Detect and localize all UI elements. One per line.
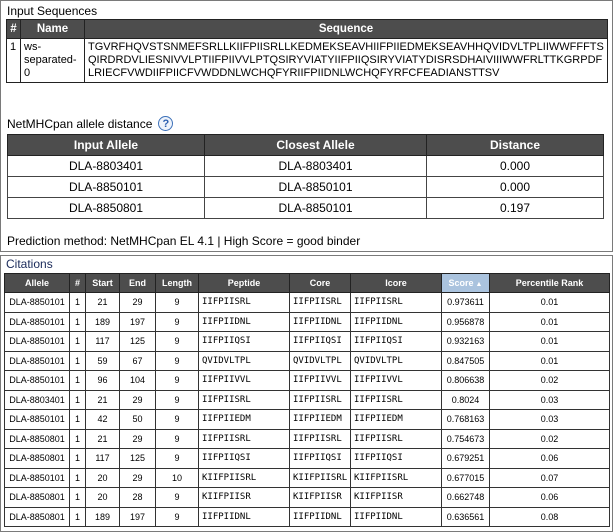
cell-percentile-rank: 0.07 xyxy=(490,468,610,488)
input-sequences-title: Input Sequences xyxy=(7,4,98,18)
cell-allele: DLA-8803401 xyxy=(5,390,70,410)
table-row xyxy=(5,410,610,430)
cell-score: 0.754673 xyxy=(442,429,490,449)
cell-num: 1 xyxy=(70,488,86,508)
column-header-start[interactable] xyxy=(86,274,120,293)
cell-percentile-rank: 0.03 xyxy=(490,410,610,430)
table-row xyxy=(5,488,610,508)
cell-core: IIFPIIDNL xyxy=(290,312,351,332)
cell-score: 0.973611 xyxy=(442,293,490,313)
dist-header-distance: Distance xyxy=(427,135,604,156)
cell-num: 1 xyxy=(70,390,86,410)
cell-allele: DLA-8850801 xyxy=(5,488,70,508)
cell-length: 9 xyxy=(156,390,199,410)
column-header-label: Percentile Rank xyxy=(515,278,584,288)
cell-icore: KIIFPIISRL xyxy=(351,468,442,488)
cell-peptide: IIFPIIDNL xyxy=(199,507,290,527)
cell-end: 29 xyxy=(120,390,156,410)
cell-score: 0.8024 xyxy=(442,390,490,410)
column-header-label: Core xyxy=(309,278,331,288)
cell-peptide: IIFPIISRL xyxy=(199,390,290,410)
cell-icore: IIFPIIQSI xyxy=(351,332,442,352)
cell-start: 117 xyxy=(86,449,120,469)
citations-title: Citations xyxy=(6,257,53,271)
column-header-allele[interactable] xyxy=(5,274,70,293)
citations-table xyxy=(4,273,610,527)
cell-end: 125 xyxy=(120,332,156,352)
cell-score: 0.679251 xyxy=(442,449,490,469)
cell-num: 1 xyxy=(70,429,86,449)
column-header-label: # xyxy=(74,278,80,288)
cell-end: 29 xyxy=(120,468,156,488)
cell-percentile-rank: 0.02 xyxy=(490,371,610,391)
allele-distance-title xyxy=(7,116,173,131)
cell-icore: IIFPIIQSI xyxy=(351,449,442,469)
cell-core: IIFPIISRL xyxy=(290,390,351,410)
seq-num: 1 xyxy=(7,39,21,83)
cell-allele: DLA-8850101 xyxy=(5,410,70,430)
table-row xyxy=(5,312,610,332)
cell-end: 28 xyxy=(120,488,156,508)
cell-peptide: KIIFPIISR xyxy=(199,488,290,508)
cell-score: 0.768163 xyxy=(442,410,490,430)
cell-percentile-rank: 0.01 xyxy=(490,312,610,332)
cell-icore: IIFPIISRL xyxy=(351,293,442,313)
dist-cell-closest: DLA-8850101 xyxy=(205,198,427,219)
cell-score: 0.847505 xyxy=(442,351,490,371)
cell-icore: IIFPIIDNL xyxy=(351,507,442,527)
cell-num: 1 xyxy=(70,332,86,352)
column-header-label: Score xyxy=(448,278,474,288)
cell-length: 9 xyxy=(156,351,199,371)
column-header-label: Icore xyxy=(385,278,407,288)
cell-allele: DLA-8850101 xyxy=(5,371,70,391)
cell-end: 67 xyxy=(120,351,156,371)
cell-length: 9 xyxy=(156,507,199,527)
cell-core: IIFPIIDNL xyxy=(290,507,351,527)
column-header-label: Allele xyxy=(24,278,49,288)
table-row xyxy=(8,177,604,198)
cell-end: 50 xyxy=(120,410,156,430)
column-header-core[interactable] xyxy=(290,274,351,293)
cell-num: 1 xyxy=(70,351,86,371)
table-row xyxy=(5,351,610,371)
column-header-label: End xyxy=(129,278,146,288)
dist-cell-distance: 0.000 xyxy=(427,156,604,177)
cell-start: 59 xyxy=(86,351,120,371)
cell-icore: IIFPIIVVL xyxy=(351,371,442,391)
input-panel xyxy=(0,0,613,252)
cell-start: 96 xyxy=(86,371,120,391)
column-header-peptide[interactable] xyxy=(199,274,290,293)
cell-length: 9 xyxy=(156,488,199,508)
cell-peptide: IIFPIIEDM xyxy=(199,410,290,430)
cell-start: 189 xyxy=(86,312,120,332)
cell-percentile-rank: 0.01 xyxy=(490,351,610,371)
cell-num: 1 xyxy=(70,371,86,391)
dist-header-input: Input Allele xyxy=(8,135,205,156)
cell-percentile-rank: 0.01 xyxy=(490,332,610,352)
cell-icore: IIFPIISRL xyxy=(351,390,442,410)
table-row xyxy=(5,507,610,527)
column-header-score[interactable] xyxy=(442,274,490,293)
column-header-label: Start xyxy=(92,278,113,288)
cell-num: 1 xyxy=(70,468,86,488)
column-header-icore[interactable] xyxy=(351,274,442,293)
cell-percentile-rank: 0.02 xyxy=(490,429,610,449)
table-row xyxy=(5,468,610,488)
cell-start: 20 xyxy=(86,468,120,488)
cell-core: IIFPIIEDM xyxy=(290,410,351,430)
table-row xyxy=(5,429,610,449)
cell-num: 1 xyxy=(70,410,86,430)
sequence-table xyxy=(6,19,608,83)
cell-allele: DLA-8850101 xyxy=(5,351,70,371)
cell-peptide: IIFPIISRL xyxy=(199,429,290,449)
cell-allele: DLA-8850801 xyxy=(5,507,70,527)
cell-core: QVIDVLTPL xyxy=(290,351,351,371)
cell-icore: KIIFPIISR xyxy=(351,488,442,508)
cell-core: IIFPIISRL xyxy=(290,429,351,449)
cell-allele: DLA-8850101 xyxy=(5,312,70,332)
cell-end: 197 xyxy=(120,312,156,332)
dist-cell-input: DLA-8850101 xyxy=(8,177,205,198)
cell-icore: QVIDVLTPL xyxy=(351,351,442,371)
allele-distance-label: NetMHCpan allele distance xyxy=(7,116,153,131)
seq-value: TGVRFHQVSTSNMEFSRLLKIIFPIISRLLKEDMEKSEAVHIIFPIIEDMEKSEAVHHQVIDVLTPLIIWWFFFTSQIRDRDVLIESNIVVLPTIIFPIIVVLPTQSIRYVIATYIIFPIIQSIRYVIATYDISRSDHAIVIIIWWFRLTTKGRPDFLRIECFVWDIIFPIICFVWDDNLWCHQFYRIIFPIIDNLWCHQFYRFCFEADIANSTTSV xyxy=(85,39,608,83)
cell-icore: IIFPIIDNL xyxy=(351,312,442,332)
dist-cell-input: DLA-8803401 xyxy=(8,156,205,177)
cell-allele: DLA-8850101 xyxy=(5,293,70,313)
cell-end: 29 xyxy=(120,429,156,449)
help-icon[interactable]: ? xyxy=(158,116,173,131)
table-row xyxy=(5,390,610,410)
cell-core: KIIFPIISRL xyxy=(290,468,351,488)
cell-num: 1 xyxy=(70,449,86,469)
cell-peptide: QVIDVLTPL xyxy=(199,351,290,371)
dist-cell-input: DLA-8850801 xyxy=(8,198,205,219)
cell-core: IIFPIIVVL xyxy=(290,371,351,391)
table-row xyxy=(5,449,610,469)
cell-percentile-rank: 0.06 xyxy=(490,488,610,508)
cell-score: 0.662748 xyxy=(442,488,490,508)
cell-num: 1 xyxy=(70,507,86,527)
cell-percentile-rank: 0.03 xyxy=(490,390,610,410)
cell-peptide: IIFPIIVVL xyxy=(199,371,290,391)
cell-end: 125 xyxy=(120,449,156,469)
cell-allele: DLA-8850101 xyxy=(5,468,70,488)
cell-peptide: IIFPIISRL xyxy=(199,293,290,313)
cell-length: 9 xyxy=(156,312,199,332)
cell-percentile-rank: 0.08 xyxy=(490,507,610,527)
cell-length: 9 xyxy=(156,410,199,430)
cell-start: 20 xyxy=(86,488,120,508)
cell-start: 21 xyxy=(86,390,120,410)
cell-start: 42 xyxy=(86,410,120,430)
cell-allele: DLA-8850101 xyxy=(5,332,70,352)
cell-start: 189 xyxy=(86,507,120,527)
column-header-label: Length xyxy=(162,278,192,288)
cell-length: 10 xyxy=(156,468,199,488)
cell-allele: DLA-8850801 xyxy=(5,449,70,469)
cell-percentile-rank: 0.06 xyxy=(490,449,610,469)
dist-cell-closest: DLA-8850101 xyxy=(205,177,427,198)
cell-end: 197 xyxy=(120,507,156,527)
column-header-num[interactable] xyxy=(70,274,86,293)
seq-name: ws-separated-0 xyxy=(21,39,85,83)
cell-length: 9 xyxy=(156,429,199,449)
cell-score: 0.956878 xyxy=(442,312,490,332)
cell-length: 9 xyxy=(156,332,199,352)
cell-score: 0.932163 xyxy=(442,332,490,352)
cell-length: 9 xyxy=(156,449,199,469)
cell-score: 0.677015 xyxy=(442,468,490,488)
prediction-method-text: Prediction method: NetMHCpan EL 4.1 | High Score = good binder xyxy=(7,234,361,248)
column-header-end[interactable] xyxy=(120,274,156,293)
seq-header-sequence: Sequence xyxy=(85,20,608,39)
dist-cell-distance: 0.197 xyxy=(427,198,604,219)
cell-icore: IIFPIIEDM xyxy=(351,410,442,430)
cell-peptide: IIFPIIQSI xyxy=(199,332,290,352)
cell-core: IIFPIISRL xyxy=(290,293,351,313)
cell-core: KIIFPIISR xyxy=(290,488,351,508)
allele-distance-table xyxy=(7,134,604,219)
cell-num: 1 xyxy=(70,293,86,313)
cell-start: 117 xyxy=(86,332,120,352)
dist-header-closest: Closest Allele xyxy=(205,135,427,156)
dist-cell-closest: DLA-8803401 xyxy=(205,156,427,177)
table-row xyxy=(8,198,604,219)
cell-score: 0.806638 xyxy=(442,371,490,391)
cell-percentile-rank: 0.01 xyxy=(490,293,610,313)
cell-num: 1 xyxy=(70,312,86,332)
cell-length: 9 xyxy=(156,371,199,391)
cell-peptide: IIFPIIQSI xyxy=(199,449,290,469)
cell-length: 9 xyxy=(156,293,199,313)
table-row xyxy=(7,39,608,83)
cell-peptide: KIIFPIISRL xyxy=(199,468,290,488)
cell-score: 0.636561 xyxy=(442,507,490,527)
sort-ascending-icon: ▲ xyxy=(475,281,483,288)
cell-allele: DLA-8850801 xyxy=(5,429,70,449)
column-header-label: Peptide xyxy=(227,278,261,288)
dist-cell-distance: 0.000 xyxy=(427,177,604,198)
cell-start: 21 xyxy=(86,293,120,313)
table-row xyxy=(5,332,610,352)
cell-start: 21 xyxy=(86,429,120,449)
cell-core: IIFPIIQSI xyxy=(290,332,351,352)
cell-icore: IIFPIISRL xyxy=(351,429,442,449)
seq-header-num: # xyxy=(7,20,21,39)
table-row xyxy=(8,156,604,177)
cell-core: IIFPIIQSI xyxy=(290,449,351,469)
column-header-length[interactable] xyxy=(156,274,199,293)
citations-panel xyxy=(0,255,613,532)
seq-header-name: Name xyxy=(21,20,85,39)
cell-end: 29 xyxy=(120,293,156,313)
cell-end: 104 xyxy=(120,371,156,391)
table-row xyxy=(5,293,610,313)
column-header-percentile-rank[interactable] xyxy=(490,274,610,293)
table-row xyxy=(5,371,610,391)
cell-peptide: IIFPIIDNL xyxy=(199,312,290,332)
